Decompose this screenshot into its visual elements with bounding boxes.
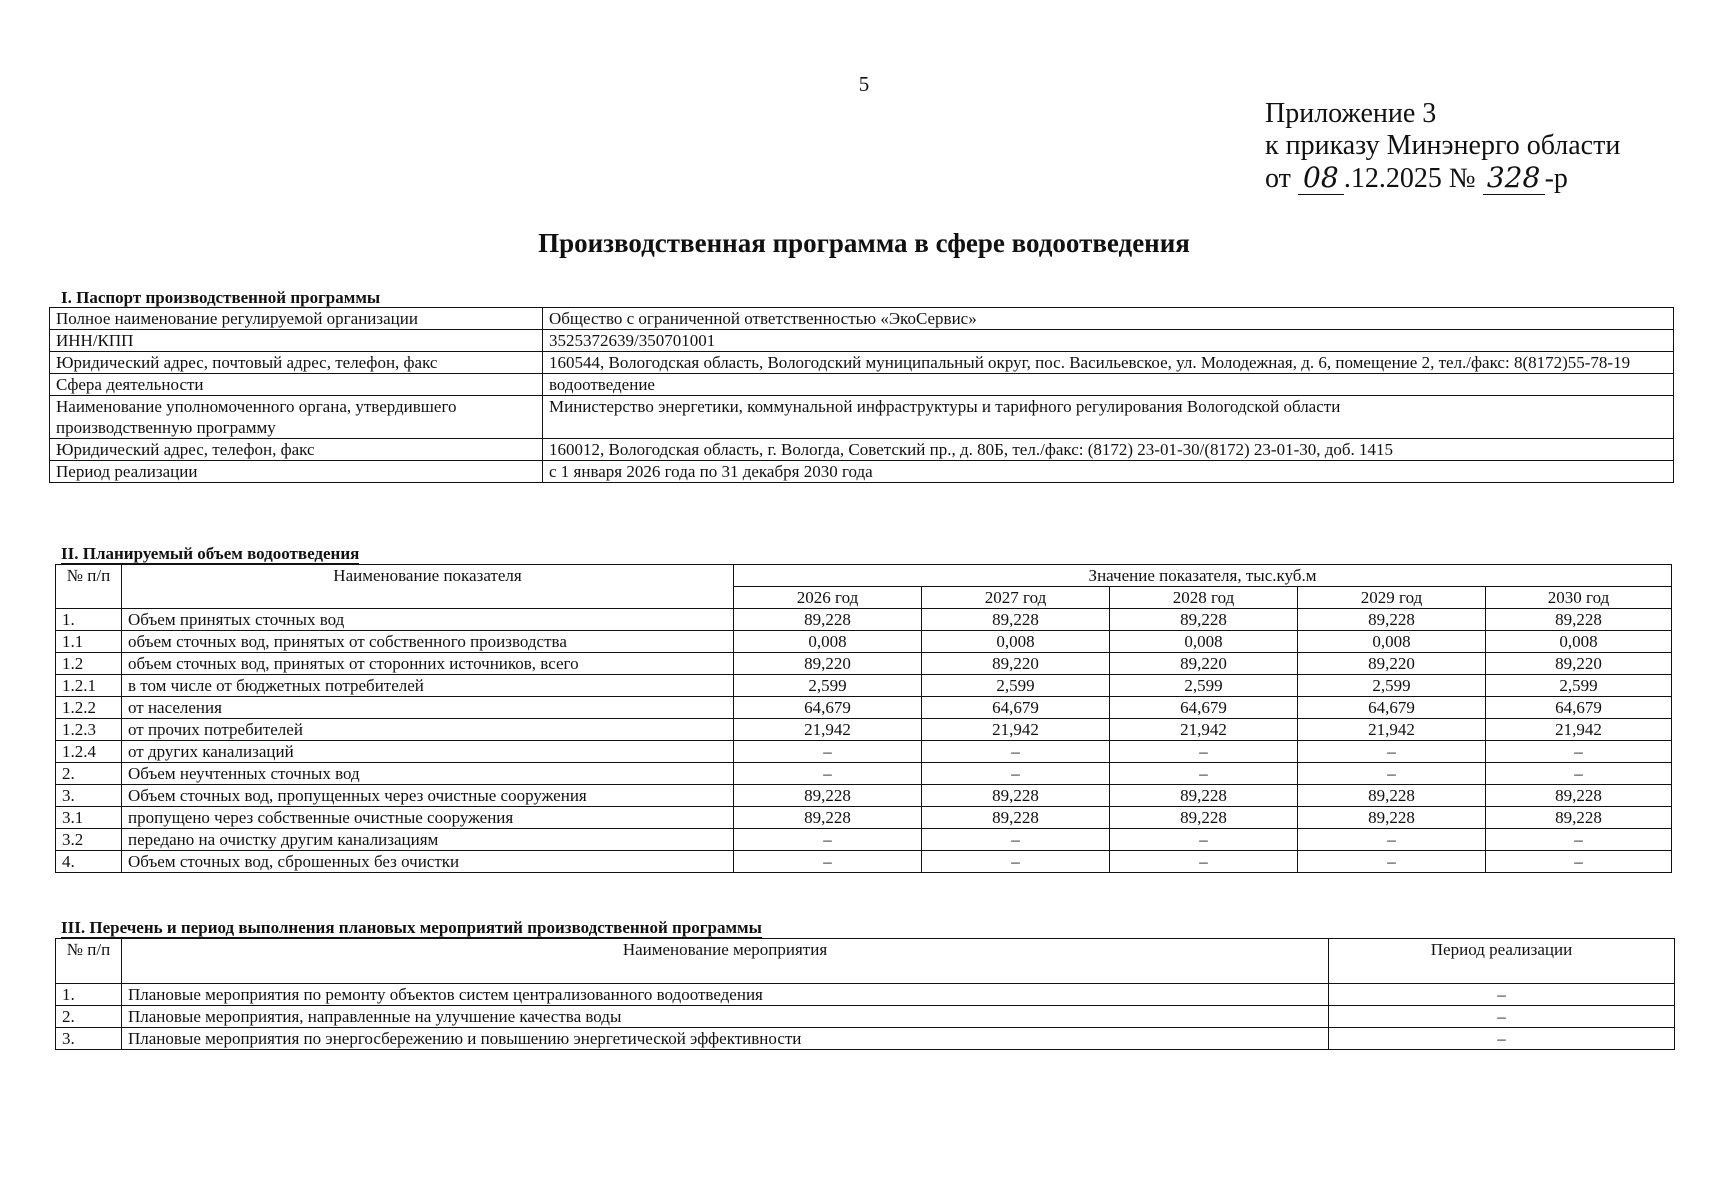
indicator-name: передано на очистку другим канализациям (122, 829, 734, 851)
indicator-name: от населения (122, 697, 734, 719)
passport-row (50, 330, 1674, 352)
indicator-value: – (1298, 741, 1486, 763)
volume-row (56, 829, 1672, 851)
volume-row (56, 609, 1672, 631)
row-number: 4. (56, 851, 122, 873)
col-value-header: Значение показателя, тыс.куб.м (734, 565, 1672, 587)
passport-value: 160544, Вологодская область, Вологодский муниципальный округ, пос. Васильевское, ул. Молодежная, д. 6, помещение 2, тел./факс: 8(8172)55-78-19 (543, 352, 1674, 374)
indicator-value: – (1298, 829, 1486, 851)
volume-row (56, 785, 1672, 807)
indicator-value: – (734, 741, 922, 763)
indicator-value: 2,599 (1298, 675, 1486, 697)
indicator-value: 89,228 (922, 807, 1110, 829)
passport-value: водоотведение (543, 374, 1674, 396)
date-prefix: от (1265, 163, 1298, 194)
measures-col-name: Наименование мероприятия (122, 939, 1329, 984)
indicator-value: 21,942 (1298, 719, 1486, 741)
measure-period: – (1329, 984, 1675, 1006)
passport-table (49, 307, 1674, 483)
indicator-value: 21,942 (922, 719, 1110, 741)
passport-label: Наименование уполномоченного органа, утвердившего производственную программу (50, 396, 543, 439)
indicator-value: 64,679 (1110, 697, 1298, 719)
passport-label: Период реализации (50, 461, 543, 483)
section3-heading: III. Перечень и период выполнения плановых мероприятий производственной программы (61, 918, 762, 937)
indicator-value: – (1110, 851, 1298, 873)
volume-table (55, 564, 1672, 873)
indicator-value: 89,228 (922, 785, 1110, 807)
row-number: 1. (56, 609, 122, 631)
date-middle: .12.2025 № (1343, 163, 1483, 194)
measure-number: 2. (56, 1006, 122, 1028)
indicator-name: Объем сточных вод, сброшенных без очистки (122, 851, 734, 873)
indicator-name: Объем сточных вод, пропущенных через очистные сооружения (122, 785, 734, 807)
col-num-header: № п/п (56, 565, 122, 609)
year-header: 2026 год (734, 587, 922, 609)
indicator-value: 89,228 (1486, 785, 1672, 807)
measures-col-period: Период реализации (1329, 939, 1675, 984)
row-number: 1.2.1 (56, 675, 122, 697)
measure-number: 1. (56, 984, 122, 1006)
measure-row (56, 1006, 1675, 1028)
passport-row (50, 461, 1674, 483)
passport-value: 160012, Вологодская область, г. Вологда, Советский пр., д. 80Б, тел./факс: (8172) 23-01-30/(8172) 23-01-30, доб. 1415 (543, 439, 1674, 461)
passport-row (50, 308, 1674, 330)
passport-row (50, 352, 1674, 374)
indicator-name: объем сточных вод, принятых от собственного производства (122, 631, 734, 653)
indicator-value: 89,220 (1486, 653, 1672, 675)
passport-value: Общество с ограниченной ответственностью «ЭкоСервис» (543, 308, 1674, 330)
indicator-value: 89,228 (1486, 609, 1672, 631)
appendix-line3 (1265, 162, 1620, 195)
indicator-value: 21,942 (734, 719, 922, 741)
row-number: 1.2 (56, 653, 122, 675)
indicator-value: 21,942 (1110, 719, 1298, 741)
col-name-header: Наименование показателя (122, 565, 734, 609)
indicator-value: 89,228 (1110, 609, 1298, 631)
year-header: 2028 год (1110, 587, 1298, 609)
indicator-value: 89,220 (734, 653, 922, 675)
indicator-value: – (1486, 741, 1672, 763)
passport-label: Юридический адрес, почтовый адрес, телефон, факс (50, 352, 543, 374)
row-number: 1.2.4 (56, 741, 122, 763)
indicator-value: 2,599 (922, 675, 1110, 697)
indicator-value: 89,228 (734, 609, 922, 631)
measure-name: Плановые мероприятия по энергосбережению и повышению энергетической эффективности (122, 1028, 1329, 1050)
indicator-value: – (1110, 763, 1298, 785)
appendix-line1: Приложение 3 (1265, 98, 1437, 129)
row-number: 1.2.2 (56, 697, 122, 719)
volume-row (56, 807, 1672, 829)
year-header: 2027 год (922, 587, 1110, 609)
section1-heading: I. Паспорт производственной программы (61, 288, 381, 307)
indicator-name: объем сточных вод, принятых от сторонних источников, всего (122, 653, 734, 675)
measure-row (56, 1028, 1675, 1050)
appendix-line2: к приказу Минэнерго области (1265, 130, 1621, 161)
row-number: 1.1 (56, 631, 122, 653)
indicator-name: в том числе от бюджетных потребителей (122, 675, 734, 697)
passport-value: 3525372639/350701001 (543, 330, 1674, 352)
measure-row (56, 984, 1675, 1006)
indicator-value: 0,008 (922, 631, 1110, 653)
indicator-value: 0,008 (1110, 631, 1298, 653)
passport-label: Сфера деятельности (50, 374, 543, 396)
indicator-name: от прочих потребителей (122, 719, 734, 741)
section2-heading: II. Планируемый объем водоотведения (61, 544, 360, 563)
measure-name: Плановые мероприятия, направленные на улучшение качества воды (122, 1006, 1329, 1028)
indicator-value: 21,942 (1486, 719, 1672, 741)
row-number: 3. (56, 785, 122, 807)
indicator-value: 89,228 (1298, 785, 1486, 807)
indicator-value: – (1298, 851, 1486, 873)
page-number: 5 (858, 72, 870, 96)
handwritten-order-number: 328 (1483, 162, 1545, 195)
indicator-value: 2,599 (1110, 675, 1298, 697)
row-number: 3.1 (56, 807, 122, 829)
indicator-value: 89,228 (734, 807, 922, 829)
indicator-value: 2,599 (734, 675, 922, 697)
indicator-value: – (922, 851, 1110, 873)
indicator-value: 89,220 (1110, 653, 1298, 675)
volume-row (56, 763, 1672, 785)
indicator-value: 0,008 (734, 631, 922, 653)
passport-row (50, 374, 1674, 396)
indicator-value: 64,679 (734, 697, 922, 719)
indicator-value: – (922, 829, 1110, 851)
measures-table (55, 938, 1675, 1050)
year-header: 2029 год (1298, 587, 1486, 609)
indicator-value: 64,679 (1298, 697, 1486, 719)
passport-label: Юридический адрес, телефон, факс (50, 439, 543, 461)
passport-row (50, 396, 1674, 439)
indicator-value: 0,008 (1298, 631, 1486, 653)
measure-period: – (1329, 1028, 1675, 1050)
row-number: 3.2 (56, 829, 122, 851)
indicator-value: 89,228 (1298, 807, 1486, 829)
indicator-value: – (734, 763, 922, 785)
indicator-value: – (734, 829, 922, 851)
indicator-value: – (1298, 763, 1486, 785)
indicator-value: – (922, 763, 1110, 785)
indicator-value: 89,228 (922, 609, 1110, 631)
measure-name: Плановые мероприятия по ремонту объектов систем централизованного водоотведения (122, 984, 1329, 1006)
indicator-value: 89,220 (922, 653, 1110, 675)
order-suffix: -р (1544, 163, 1568, 194)
indicator-value: – (1486, 763, 1672, 785)
indicator-value: 89,228 (1110, 785, 1298, 807)
volume-row (56, 675, 1672, 697)
indicator-value: 89,228 (1110, 807, 1298, 829)
row-number: 1.2.3 (56, 719, 122, 741)
indicator-value: – (1486, 851, 1672, 873)
volume-row (56, 741, 1672, 763)
indicator-value: 64,679 (922, 697, 1110, 719)
indicator-name: пропущено через собственные очистные сооружения (122, 807, 734, 829)
row-number: 2. (56, 763, 122, 785)
volume-row (56, 653, 1672, 675)
indicator-value: 89,228 (1486, 807, 1672, 829)
indicator-value: 89,220 (1298, 653, 1486, 675)
document-title: Производственная программа в сфере водоотведения (538, 228, 1190, 258)
volume-row (56, 697, 1672, 719)
indicator-value: 89,228 (1298, 609, 1486, 631)
passport-value: с 1 января 2026 года по 31 декабря 2030 года (543, 461, 1674, 483)
measures-col-num: № п/п (56, 939, 122, 984)
volume-row (56, 719, 1672, 741)
volume-row (56, 851, 1672, 873)
indicator-value: – (1486, 829, 1672, 851)
indicator-value: 64,679 (1486, 697, 1672, 719)
volume-row (56, 631, 1672, 653)
passport-label: ИНН/КПП (50, 330, 543, 352)
handwritten-day: 08 (1298, 162, 1344, 195)
year-header: 2030 год (1486, 587, 1672, 609)
indicator-name: Объем неучтенных сточных вод (122, 763, 734, 785)
indicator-value: – (1110, 829, 1298, 851)
indicator-value: 89,228 (734, 785, 922, 807)
measure-number: 3. (56, 1028, 122, 1050)
appendix-block (1265, 98, 1620, 195)
indicator-value: – (734, 851, 922, 873)
passport-value: Министерство энергетики, коммунальной инфраструктуры и тарифного регулирования Вологодской области (543, 396, 1674, 439)
indicator-name: от других канализаций (122, 741, 734, 763)
passport-label: Полное наименование регулируемой организации (50, 308, 543, 330)
indicator-value: 0,008 (1486, 631, 1672, 653)
indicator-value: – (1110, 741, 1298, 763)
passport-row (50, 439, 1674, 461)
indicator-name: Объем принятых сточных вод (122, 609, 734, 631)
measure-period: – (1329, 1006, 1675, 1028)
indicator-value: 2,599 (1486, 675, 1672, 697)
indicator-value: – (922, 741, 1110, 763)
